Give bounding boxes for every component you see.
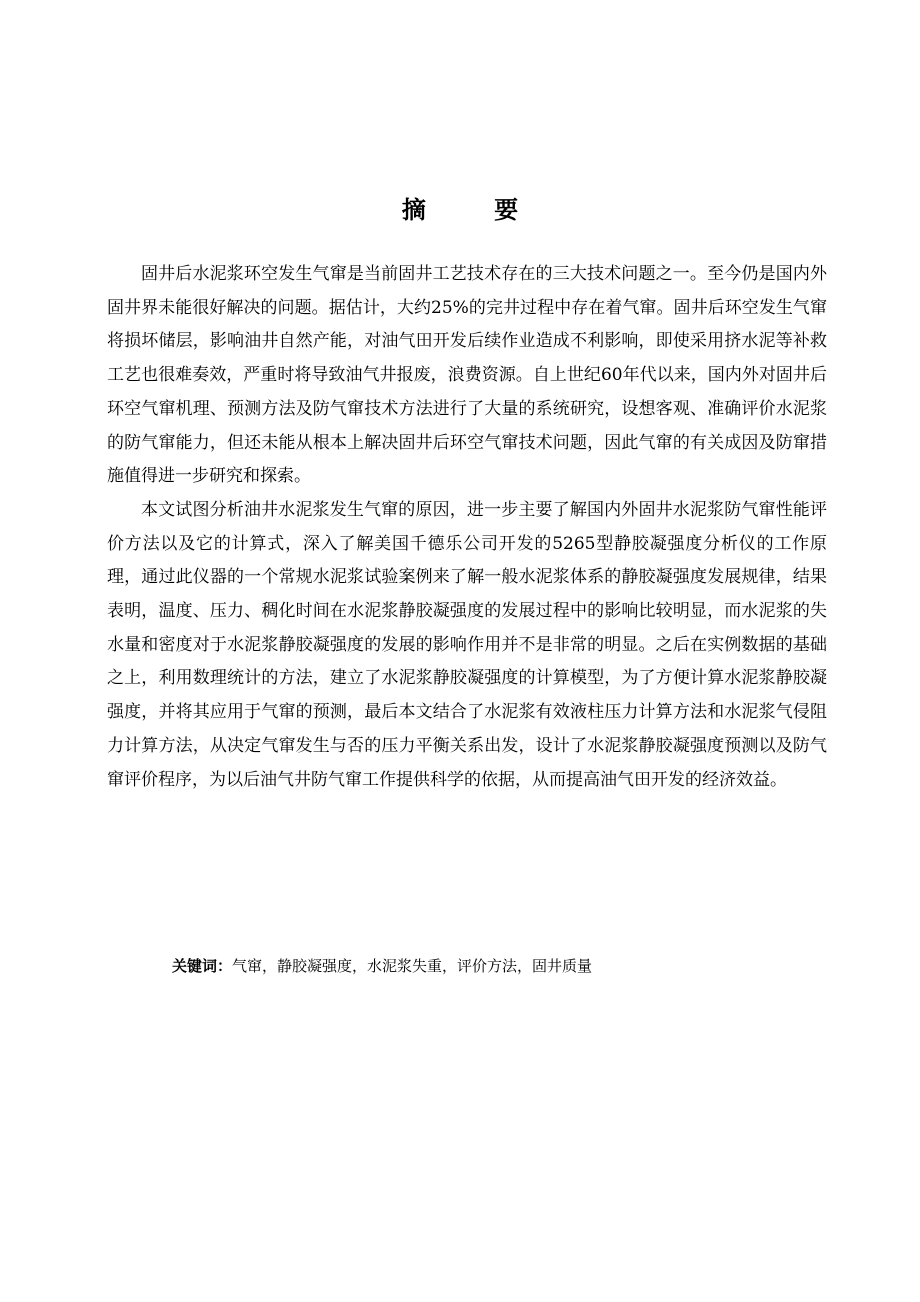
keywords-text: 气窜，静胶凝强度，水泥浆失重，评价方法，固井质量 [232, 957, 593, 975]
page-title: 摘 要 [401, 196, 549, 224]
keywords-label: 关键词： [172, 957, 233, 975]
keywords-line [172, 951, 592, 981]
abstract-paragraph-2: 本文试图分析油井水泥浆发生气窜的原因，进一步主要了解国内外固井水泥浆防气窜性能评价方法以及它的计算式，深入了解美国千德乐公司开发的5265型静胶凝强度分析仪的工作原理，通过此仪器的一个常规水泥浆试验案例来了解一般水泥浆体系的静胶凝强度发展规律，结果表明，温度、压力、稠化时间在水泥浆静胶凝强度的发展过程中的影响比较明显，而水泥浆的失水量和密度对于水泥浆静胶凝强度的发展的影响作用并不是非常的明显。之后在实例数据的基础之上，利用数理统计的方法，建立了水泥浆静胶凝强度的计算模型，为了方便计算水泥浆静胶凝强度，并将其应用于气窜的预测，最后本文结合了水泥浆有效液柱压力计算方法和水泥浆气侵阻力计算方法，从决定气窜发生与否的压力平衡关系出发，设计了水泥浆静胶凝强度预测以及防气窜评价程序，为以后油气井防气窜工作提供科学的依据，从而提高油气田开发的经济效益。 [107, 499, 827, 790]
abstract-body [107, 258, 827, 797]
abstract-paragraph-1: 固井后水泥浆环空发生气窜是当前固井工艺技术存在的三大技术问题之一。至今仍是国内外固井界未能很好解决的问题。据估计，大约25%的完井过程中存在着气窜。固井后环空发生气窜将损坏储层，影响油井自然产能，对油气田开发后续作业造成不利影响，即使采用挤水泥等补救工艺也很难奏效，严重时将导致油气井报废，浪费资源。自上世纪60年代以来，国内外对固井后环空气窜机理、预测方法及防气窜技术方法进行了大量的系统研究，设想客观、准确评价水泥浆的防气窜能力，但还未能从根本上解决固井后环空气窜技术问题，因此气窜的有关成因及防窜措施值得进一步研究和探索。 [107, 264, 827, 487]
